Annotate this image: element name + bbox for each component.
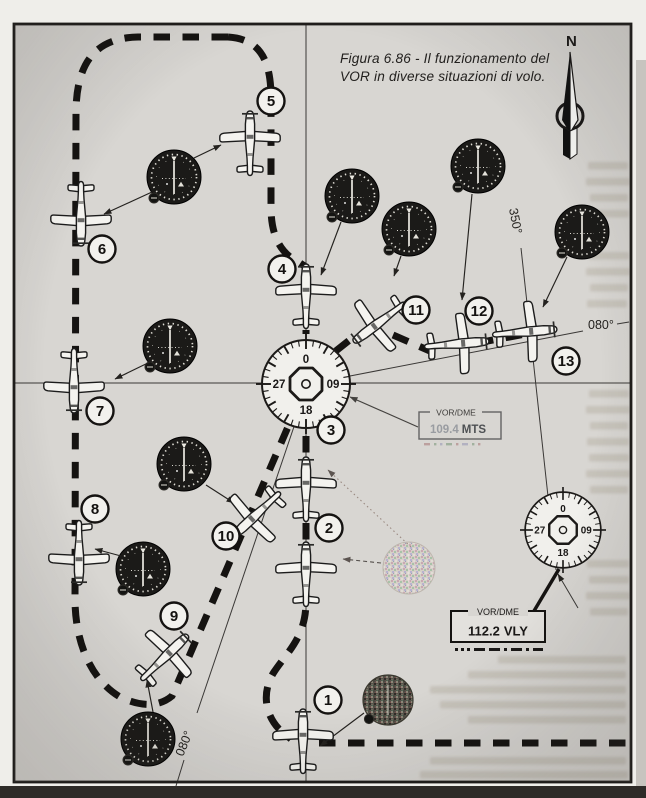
scan-bottom-edge xyxy=(0,786,646,798)
scan-right-edge xyxy=(636,60,646,786)
scan-vignette xyxy=(14,24,631,782)
